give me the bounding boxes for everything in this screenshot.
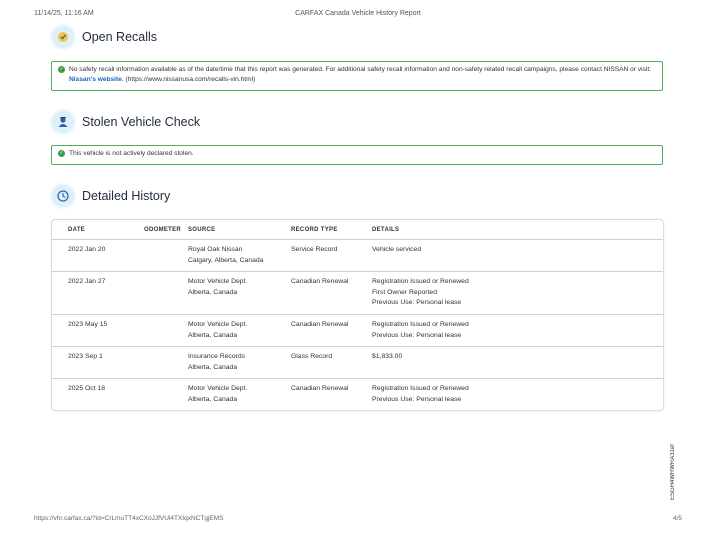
detail-line: Registration Issued or Renewed — [372, 278, 469, 285]
source-name: Insurance Records — [188, 353, 246, 360]
table-row — [52, 240, 663, 272]
cell-odometer — [128, 384, 188, 411]
print-header — [34, 10, 682, 24]
open-recalls-header — [52, 26, 157, 48]
history-table — [51, 219, 664, 411]
side-vin-id: ESGH4WRWRA31ef — [670, 444, 676, 500]
cell-record-type: Canadian Renewal — [291, 385, 349, 392]
cell-record-type: Service Record — [291, 246, 338, 253]
cell-odometer — [128, 277, 188, 314]
cell-details — [372, 320, 663, 346]
table-row — [52, 315, 663, 347]
cell-odometer — [128, 320, 188, 346]
source-location: Alberta, Canada — [188, 288, 238, 296]
section-title: Stolen Vehicle Check — [82, 115, 201, 129]
cell-source — [188, 277, 291, 314]
cell-source — [188, 245, 291, 271]
source-name: Motor Vehicle Dept. — [188, 278, 248, 285]
detail-line: Previous Use: Personal lease — [372, 331, 462, 339]
cell-source — [188, 384, 291, 411]
detail-line: Registration Issued or Renewed — [372, 321, 469, 328]
print-timestamp: 11/14/25, 11:16 AM — [34, 10, 94, 17]
alert-text: No safety recall information available as of the date/time that this report was generated. For additional safety recall information and non-safety related recall campaigns, please contact NISSAN or visit: — [69, 66, 652, 73]
cell-record-type: Canadian Renewal — [291, 278, 349, 285]
cell-details — [372, 277, 663, 314]
history-icon — [52, 185, 74, 207]
detail-line: $1,833.00 — [372, 353, 403, 360]
detail-line: First Owner Reported — [372, 288, 437, 296]
detail-line: Vehicle serviced — [372, 246, 422, 253]
table-row — [52, 347, 663, 379]
section-title: Detailed History — [82, 189, 171, 203]
cell-date: 2022 Jan 20 — [68, 246, 106, 253]
police-icon — [52, 111, 74, 133]
footer-url[interactable]: https://vhr.carfax.ca/?id=CrLmuTT4xCXoJJfVUl4TXIqxNCTgjEMS — [34, 515, 224, 522]
page-number: 4/5 — [672, 515, 682, 522]
column-header-odometer: ODOMETER — [144, 226, 182, 233]
cell-record-type: Canadian Renewal — [291, 321, 349, 328]
source-location: Alberta, Canada — [188, 363, 238, 371]
section-title: Open Recalls — [82, 30, 158, 44]
document-title: CARFAX Canada Vehicle History Report — [295, 10, 421, 17]
cell-source — [188, 352, 291, 378]
alert-text: This vehicle is not actively declared stolen. — [69, 150, 194, 157]
detail-line: Previous Use: Personal lease — [372, 395, 462, 403]
column-header-record-type: RECORD TYPE — [291, 226, 338, 233]
cell-details — [372, 352, 663, 378]
cell-date: 2025 Oct 18 — [68, 385, 106, 392]
cell-date: 2022 Jan 27 — [68, 278, 106, 285]
recall-icon — [52, 26, 74, 48]
table-row — [52, 272, 663, 315]
print-footer — [34, 515, 682, 527]
source-location: Alberta, Canada — [188, 331, 238, 339]
cell-source — [188, 320, 291, 346]
detail-line: Registration Issued or Renewed — [372, 385, 469, 392]
source-location: Alberta, Canada — [188, 395, 238, 403]
column-header-source: SOURCE — [188, 226, 216, 233]
cell-details — [372, 384, 663, 411]
cell-odometer — [128, 352, 188, 378]
open-recalls-alert — [51, 61, 663, 91]
source-name: Motor Vehicle Dept. — [188, 385, 248, 392]
cell-date: 2023 May 15 — [68, 321, 108, 328]
cell-details — [372, 245, 663, 271]
stolen-check-alert — [51, 145, 663, 165]
check-icon: ✓ — [59, 66, 64, 72]
source-location: Calgary, Alberta, Canada — [188, 256, 264, 264]
column-header-details: DETAILS — [372, 226, 400, 233]
cell-odometer — [128, 245, 188, 271]
detail-line: Previous Use: Personal lease — [372, 299, 462, 306]
table-row — [52, 379, 663, 411]
source-name: Motor Vehicle Dept. — [188, 321, 248, 328]
detailed-history-header — [52, 185, 170, 207]
cell-record-type: Glass Record — [291, 353, 333, 360]
table-header — [52, 220, 663, 240]
cell-date: 2023 Sep 1 — [68, 353, 103, 360]
alert-text-url: . (https://www.nissanusa.com/recalls-vin.html) — [121, 76, 256, 83]
source-name: Royal Oak Nissan — [188, 246, 243, 253]
stolen-check-header — [52, 111, 200, 133]
check-icon: ✓ — [59, 150, 64, 156]
nissan-website-link[interactable]: Nissan's website — [69, 76, 122, 83]
column-header-date: DATE — [68, 226, 86, 233]
